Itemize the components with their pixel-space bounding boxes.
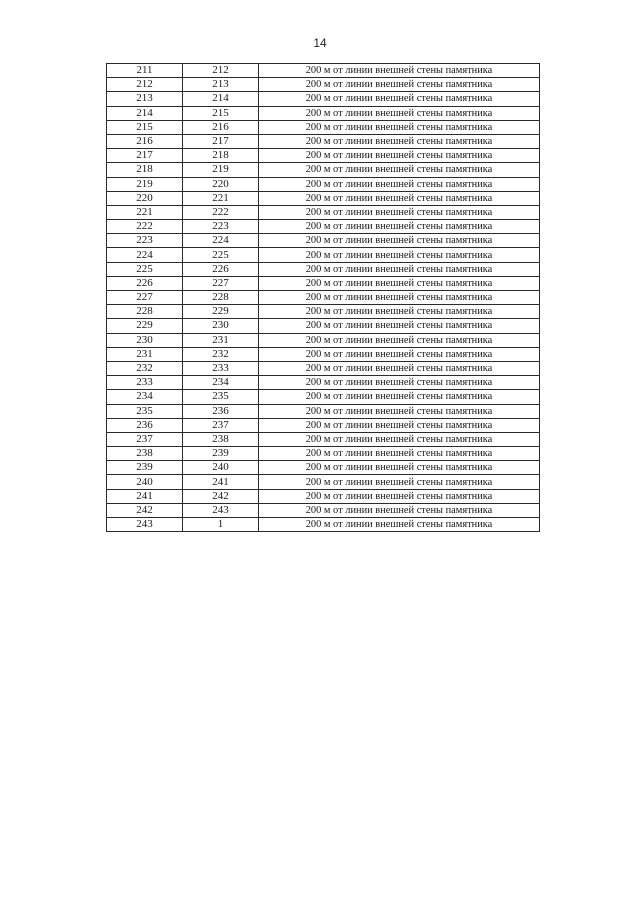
description-cell: 200 м от линии внешней стены памятника <box>259 276 540 290</box>
table-row <box>107 92 540 106</box>
from-point-cell: 223 <box>107 234 183 248</box>
description-cell: 200 м от линии внешней стены памятника <box>259 376 540 390</box>
table-row <box>107 134 540 148</box>
description-cell: 200 м от линии внешней стены памятника <box>259 489 540 503</box>
from-point-cell: 221 <box>107 205 183 219</box>
to-point-cell: 241 <box>183 475 259 489</box>
to-point-cell: 1 <box>183 518 259 532</box>
from-point-cell: 243 <box>107 518 183 532</box>
description-cell: 200 м от линии внешней стены памятника <box>259 134 540 148</box>
description-cell: 200 м от линии внешней стены памятника <box>259 106 540 120</box>
to-point-cell: 221 <box>183 191 259 205</box>
from-point-cell: 238 <box>107 447 183 461</box>
description-cell: 200 м от линии внешней стены памятника <box>259 205 540 219</box>
description-cell: 200 м от линии внешней стены памятника <box>259 390 540 404</box>
from-point-cell: 226 <box>107 276 183 290</box>
table-row <box>107 518 540 532</box>
to-point-cell: 230 <box>183 319 259 333</box>
table-row <box>107 205 540 219</box>
to-point-cell: 222 <box>183 205 259 219</box>
table-row <box>107 220 540 234</box>
to-point-cell: 227 <box>183 276 259 290</box>
to-point-cell: 220 <box>183 177 259 191</box>
description-cell: 200 м от линии внешней стены памятника <box>259 291 540 305</box>
table-row <box>107 177 540 191</box>
description-cell: 200 м от линии внешней стены памятника <box>259 92 540 106</box>
description-cell: 200 м от линии внешней стены памятника <box>259 163 540 177</box>
to-point-cell: 240 <box>183 461 259 475</box>
from-point-cell: 232 <box>107 361 183 375</box>
table-row <box>107 418 540 432</box>
description-cell: 200 м от линии внешней стены памятника <box>259 347 540 361</box>
description-cell: 200 м от линии внешней стены памятника <box>259 503 540 517</box>
description-cell: 200 м от линии внешней стены памятника <box>259 418 540 432</box>
to-point-cell: 223 <box>183 220 259 234</box>
description-cell: 200 м от линии внешней стены памятника <box>259 319 540 333</box>
table-row <box>107 475 540 489</box>
to-point-cell: 212 <box>183 64 259 78</box>
description-cell: 200 м от линии внешней стены памятника <box>259 447 540 461</box>
to-point-cell: 236 <box>183 404 259 418</box>
to-point-cell: 232 <box>183 347 259 361</box>
table-row <box>107 78 540 92</box>
from-point-cell: 230 <box>107 333 183 347</box>
from-point-cell: 236 <box>107 418 183 432</box>
table-row <box>107 461 540 475</box>
to-point-cell: 217 <box>183 134 259 148</box>
description-cell: 200 м от линии внешней стены памятника <box>259 248 540 262</box>
to-point-cell: 213 <box>183 78 259 92</box>
table-row <box>107 191 540 205</box>
to-point-cell: 243 <box>183 503 259 517</box>
to-point-cell: 231 <box>183 333 259 347</box>
to-point-cell: 234 <box>183 376 259 390</box>
to-point-cell: 218 <box>183 149 259 163</box>
from-point-cell: 231 <box>107 347 183 361</box>
from-point-cell: 215 <box>107 120 183 134</box>
page-number: 14 <box>313 36 327 50</box>
description-cell: 200 м от линии внешней стены памятника <box>259 234 540 248</box>
description-cell: 200 м от линии внешней стены памятника <box>259 177 540 191</box>
boundary-table-container <box>106 63 539 532</box>
description-cell: 200 м от линии внешней стены памятника <box>259 404 540 418</box>
from-point-cell: 212 <box>107 78 183 92</box>
table-row <box>107 432 540 446</box>
table-row <box>107 149 540 163</box>
to-point-cell: 215 <box>183 106 259 120</box>
to-point-cell: 238 <box>183 432 259 446</box>
table-row <box>107 248 540 262</box>
from-point-cell: 211 <box>107 64 183 78</box>
table-row <box>107 276 540 290</box>
table-row <box>107 234 540 248</box>
table-row <box>107 305 540 319</box>
from-point-cell: 233 <box>107 376 183 390</box>
from-point-cell: 234 <box>107 390 183 404</box>
to-point-cell: 228 <box>183 291 259 305</box>
from-point-cell: 228 <box>107 305 183 319</box>
to-point-cell: 226 <box>183 262 259 276</box>
to-point-cell: 224 <box>183 234 259 248</box>
from-point-cell: 224 <box>107 248 183 262</box>
from-point-cell: 214 <box>107 106 183 120</box>
from-point-cell: 220 <box>107 191 183 205</box>
table-row <box>107 376 540 390</box>
description-cell: 200 м от линии внешней стены памятника <box>259 64 540 78</box>
table-row <box>107 319 540 333</box>
description-cell: 200 м от линии внешней стены памятника <box>259 78 540 92</box>
table-row <box>107 404 540 418</box>
table-row <box>107 64 540 78</box>
table-row <box>107 120 540 134</box>
table-row <box>107 262 540 276</box>
table-row <box>107 106 540 120</box>
table-row <box>107 390 540 404</box>
from-point-cell: 239 <box>107 461 183 475</box>
from-point-cell: 216 <box>107 134 183 148</box>
to-point-cell: 237 <box>183 418 259 432</box>
from-point-cell: 240 <box>107 475 183 489</box>
table-row <box>107 333 540 347</box>
table-row <box>107 163 540 177</box>
to-point-cell: 225 <box>183 248 259 262</box>
description-cell: 200 м от линии внешней стены памятника <box>259 333 540 347</box>
description-cell: 200 м от линии внешней стены памятника <box>259 120 540 134</box>
description-cell: 200 м от линии внешней стены памятника <box>259 305 540 319</box>
from-point-cell: 241 <box>107 489 183 503</box>
table-row <box>107 291 540 305</box>
to-point-cell: 233 <box>183 361 259 375</box>
description-cell: 200 м от линии внешней стены памятника <box>259 149 540 163</box>
to-point-cell: 235 <box>183 390 259 404</box>
from-point-cell: 217 <box>107 149 183 163</box>
table-row <box>107 347 540 361</box>
description-cell: 200 м от линии внешней стены памятника <box>259 518 540 532</box>
to-point-cell: 216 <box>183 120 259 134</box>
from-point-cell: 237 <box>107 432 183 446</box>
description-cell: 200 м от линии внешней стены памятника <box>259 432 540 446</box>
from-point-cell: 229 <box>107 319 183 333</box>
to-point-cell: 239 <box>183 447 259 461</box>
to-point-cell: 219 <box>183 163 259 177</box>
from-point-cell: 235 <box>107 404 183 418</box>
to-point-cell: 214 <box>183 92 259 106</box>
table-row <box>107 361 540 375</box>
to-point-cell: 242 <box>183 489 259 503</box>
to-point-cell: 229 <box>183 305 259 319</box>
from-point-cell: 213 <box>107 92 183 106</box>
from-point-cell: 225 <box>107 262 183 276</box>
description-cell: 200 м от линии внешней стены памятника <box>259 361 540 375</box>
from-point-cell: 222 <box>107 220 183 234</box>
boundary-segments-table <box>106 63 540 532</box>
from-point-cell: 218 <box>107 163 183 177</box>
table-row <box>107 503 540 517</box>
description-cell: 200 м от линии внешней стены памятника <box>259 475 540 489</box>
table-row <box>107 489 540 503</box>
description-cell: 200 м от линии внешней стены памятника <box>259 461 540 475</box>
from-point-cell: 227 <box>107 291 183 305</box>
table-body <box>107 64 540 532</box>
description-cell: 200 м от линии внешней стены памятника <box>259 262 540 276</box>
table-row <box>107 447 540 461</box>
description-cell: 200 м от линии внешней стены памятника <box>259 191 540 205</box>
description-cell: 200 м от линии внешней стены памятника <box>259 220 540 234</box>
from-point-cell: 219 <box>107 177 183 191</box>
from-point-cell: 242 <box>107 503 183 517</box>
